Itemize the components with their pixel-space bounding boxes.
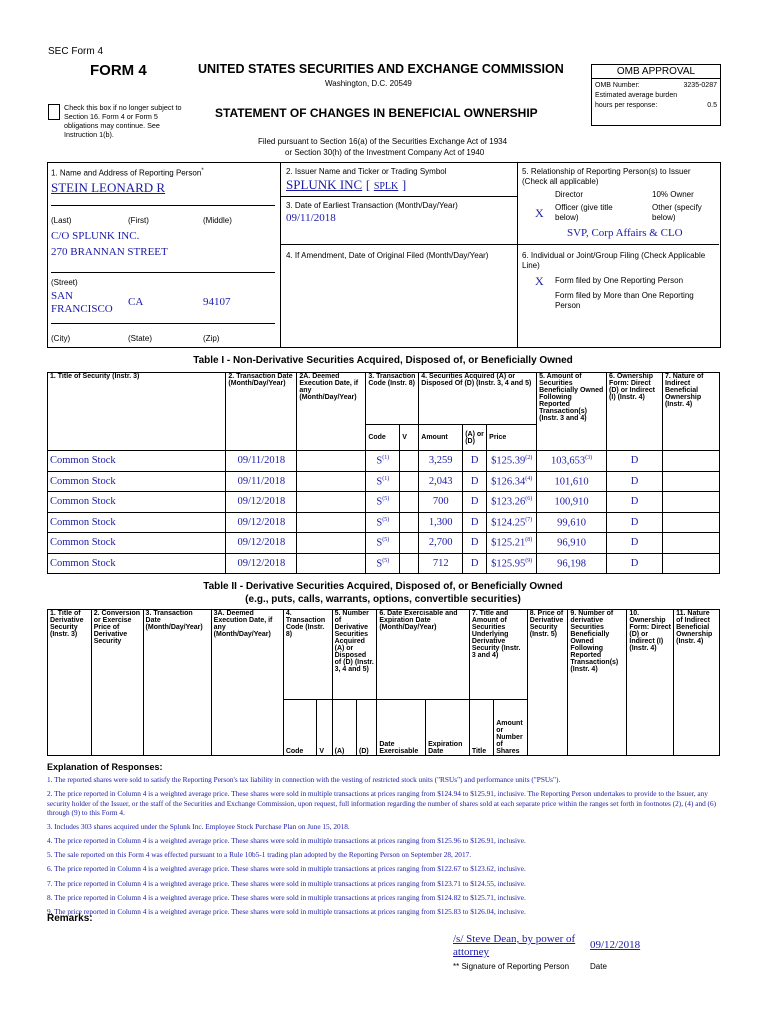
t1-amount: Amount [419, 425, 463, 451]
more-person-label: Form filed by More than One Reporting Person [555, 291, 694, 310]
omb-hours: 0.5 [707, 102, 717, 109]
row-nature [662, 553, 719, 574]
t1-v: V [400, 425, 419, 451]
row-price: $126.34$^{(4)}$ [487, 471, 537, 492]
t2-h3a: 3A. Deemed Execution Date, if any (Month/Day/Year) [211, 610, 283, 756]
row-date: 09/12/2018 [226, 553, 297, 574]
commission-title: UNITED STATES SECURITIES AND EXCHANGE COMMISSION [198, 62, 564, 76]
location: Washington, D.C. 20549 [325, 79, 412, 88]
row-amount: 700 [419, 492, 463, 513]
officer-label: Officer (give title below) [555, 203, 613, 222]
row-ad: D [463, 533, 487, 554]
state-label: (State) [128, 334, 153, 343]
explanation-note: 7. The price reported in Column 4 is a weighted average price. These shares were sold in multiple transactions at prices ranging from $123.71 to $124.55, inclusive. [47, 878, 526, 888]
city-label: (City) [51, 334, 71, 343]
row-date: 09/12/2018 [226, 492, 297, 513]
first-label: (First) [128, 216, 149, 225]
row-owned: 100,910 [537, 492, 607, 513]
row-price: $125.95$^{(9)}$ [487, 553, 537, 574]
row-nature [662, 471, 719, 492]
row-deemed [297, 512, 366, 533]
zip-label: (Zip) [203, 334, 220, 343]
box2-label: 2. Issuer Name and Ticker or Trading Symbol [286, 167, 447, 176]
box4-label: 4. If Amendment, Date of Original Filed (Month/Day/Year) [286, 251, 489, 260]
row-code: $S^{(5)}$ [366, 512, 400, 533]
omb-title: OMB APPROVAL [592, 65, 720, 79]
explanation-note: 4. The price reported in Column 4 is a weighted average price. These shares were sold in multiple transactions at prices ranging from $125.96 to $126.91, inclusive. [47, 836, 526, 846]
officer-title: SVP, Corp Affairs & CLO [567, 227, 683, 239]
row-form: D [607, 451, 663, 472]
omb-number: 3235-0287 [683, 82, 717, 89]
t2-h10: 10. Ownership Form: Direct (D) or Indirect (I) (Instr. 4) [627, 610, 674, 756]
explanation-note: 8. The price reported in Column 4 is a weighted average price. These shares were sold in multiple transactions at prices ranging from $124.82 to $125.71, inclusive. [47, 892, 526, 902]
explanation-notes [47, 775, 723, 921]
t1-h5: 5. Amount of Securities Beneficially Owned Following Reported Transaction(s) (Instr. 3 and 4) [537, 373, 607, 451]
explanation-note: 2. The price reported in Column 4 is a weighted average price. These shares were sold in multiple transactions at prices ranging from $124.94 to $125.91, inclusive. The Reporting Person undertakes to provide to the Issuer, any security holder of the Issuer, or the staff of the Securities and Exchange Commission, upon request, full information regarding the number of shares sold at each separate price within the ranges set forth in footnotes (2), (4) and (6) through (9) to this Form 4. [47, 789, 717, 818]
row-owned: 96,910 [537, 533, 607, 554]
row-code: $S^{(5)}$ [366, 492, 400, 513]
table1 [47, 372, 720, 574]
row-form: D [607, 512, 663, 533]
omb-hours-label: hours per response: [595, 102, 658, 109]
row-ad: D [463, 553, 487, 574]
table2 [47, 609, 720, 756]
date-label: Date [590, 962, 607, 971]
row-amount: 2,700 [419, 533, 463, 554]
explanation-note: 5. The sale reported on this Form 4 was effected pursuant to a Rule 10b5-1 trading plan adopted by the Reporting Person on September 28, 2017. [47, 850, 472, 860]
filed-line-2: or Section 30(h) of the Investment Company Act of 1940 [285, 148, 485, 157]
row-code: $S^{(5)}$ [366, 533, 400, 554]
box1-label: 1. Name and Address of Reporting Person* [51, 168, 204, 178]
sec-form-label: SEC Form 4 [48, 46, 104, 57]
row-title: Common Stock [48, 492, 226, 513]
row-ad: D [463, 471, 487, 492]
one-person-label: Form filed by One Reporting Person [555, 276, 684, 285]
omb-box [591, 64, 721, 126]
t1-price: Price [487, 425, 537, 451]
t2-h1: 1. Title of Derivative Security (Instr. 3) [48, 610, 92, 756]
row-owned: 96,198 [537, 553, 607, 574]
street-label: (Street) [51, 278, 78, 287]
row-deemed [297, 471, 366, 492]
row-form: D [607, 492, 663, 513]
table-row [48, 512, 720, 533]
explanation-note: 3. Includes 303 shares acquired under the Splunk Inc. Employee Stock Purchase Plan on June 15, 2018. [47, 822, 350, 832]
explanation-note: 6. The price reported in Column 4 is a weighted average price. These shares were sold in multiple transactions at prices ranging from $122.67 to $123.62, inclusive. [47, 864, 526, 874]
t2-h11: 11. Nature of Indirect Beneficial Ownership (Instr. 4) [674, 610, 720, 756]
row-title: Common Stock [48, 553, 226, 574]
row-price: $125.39$^{(2)}$ [487, 451, 537, 472]
row-v [400, 451, 419, 472]
box6-label: 6. Individual or Joint/Group Filing (Check Applicable Line) [522, 251, 706, 270]
t2-a: (A) [332, 700, 356, 756]
row-v [400, 512, 419, 533]
t2-h4: 4. Transaction Code (Instr. 8) [283, 610, 332, 700]
zip-value: 94107 [203, 296, 231, 308]
table-row [48, 492, 720, 513]
row-title: Common Stock [48, 533, 226, 554]
explanation-heading: Explanation of Responses: [47, 762, 163, 772]
earliest-transaction-date: 09/11/2018 [286, 212, 336, 224]
ten-percent-label: 10% Owner [652, 190, 694, 199]
remarks-heading: Remarks: [47, 913, 93, 924]
row-title: Common Stock [48, 512, 226, 533]
table-row [48, 533, 720, 554]
filed-line-1: Filed pursuant to Section 16(a) of the Securities Exchange Act of 1934 [258, 137, 508, 146]
t1-h7: 7. Nature of Indirect Beneficial Ownership (Instr. 4) [662, 373, 719, 451]
no-longer-subject-checkbox[interactable] [48, 104, 60, 120]
row-amount: 2,043 [419, 471, 463, 492]
explanation-note: 9. The price reported in Column 4 is a weighted average price. These shares were sold in multiple transactions at prices ranging from $125.83 to $126.04, inclusive. [47, 906, 526, 916]
row-v [400, 533, 419, 554]
row-nature [662, 512, 719, 533]
state-value: CA [128, 296, 144, 308]
row-deemed [297, 492, 366, 513]
director-label: Director [555, 190, 584, 199]
t1-h2a: 2A. Deemed Execution Date, if any (Month/Day/Year) [297, 373, 366, 451]
row-code: $S^{(1)}$ [366, 471, 400, 492]
last-label: (Last) [51, 216, 72, 225]
row-owned: 99,610 [537, 512, 607, 533]
t2-h9: 9. Number of derivative Securities Beneficially Owned Following Reported Transaction(s) (Instr. 4) [568, 610, 627, 756]
t2-d: (D) [357, 700, 377, 756]
t2-h8: 8. Price of Derivative Security (Instr. 5) [527, 610, 568, 756]
row-v [400, 553, 419, 574]
omb-burden-label: Estimated average burden [595, 92, 678, 99]
t2-h2: 2. Conversion or Exercise Price of Derivative Security [91, 610, 143, 756]
t1-h6: 6. Ownership Form: Direct (D) or Indirect (I) (Instr. 4) [607, 373, 663, 451]
row-amount: 712 [419, 553, 463, 574]
t2-h7: 7. Title and Amount of Securities Underlying Derivative Security (Instr. 3 and 4) [469, 610, 527, 700]
row-deemed [297, 533, 366, 554]
explanation-note: 1. The reported shares were sold to satisfy the Reporting Person's tax liability in connection with the vesting of restricted stock units ("RSUs") and performance units ("PSUs"). [47, 775, 561, 784]
checkbox-text: Check this box if no longer subject to Section 16. Form 4 or Form 5 obligations may continue. See Instruction 1(b). [64, 103, 182, 139]
row-form: D [607, 553, 663, 574]
statement-title: STATEMENT OF CHANGES IN BENEFICIAL OWNERSHIP [215, 106, 538, 120]
t1-h3: 3. Transaction Code (Instr. 8) [366, 373, 419, 425]
row-v [400, 492, 419, 513]
address-line-2: 270 BRANNAN STREET [51, 246, 168, 258]
row-ad: D [463, 512, 487, 533]
row-title: Common Stock [48, 451, 226, 472]
row-code: $S^{(1)}$ [366, 451, 400, 472]
t2-v: V [317, 700, 332, 756]
t2-date-ex: Date Exercisable [377, 700, 426, 756]
t1-code: Code [366, 425, 400, 451]
one-person-check[interactable]: X [535, 274, 544, 288]
row-title: Common Stock [48, 471, 226, 492]
officer-check[interactable]: X [535, 206, 544, 220]
table1-title: Table I - Non-Derivative Securities Acquired, Disposed of, or Beneficially Owned [193, 355, 573, 366]
row-form: D [607, 471, 663, 492]
row-deemed [297, 553, 366, 574]
row-date: 09/11/2018 [226, 471, 297, 492]
table-row [48, 471, 720, 492]
row-price: $123.26$^{(6)}$ [487, 492, 537, 513]
row-deemed [297, 451, 366, 472]
t1-h2: 2. Transaction Date (Month/Day/Year) [226, 373, 297, 451]
row-price: $124.25$^{(7)}$ [487, 512, 537, 533]
row-date: 09/11/2018 [226, 451, 297, 472]
row-code: $S^{(5)}$ [366, 553, 400, 574]
omb-number-label: OMB Number: [595, 82, 640, 89]
row-owned: 103,653$^{(3)}$ [537, 451, 607, 472]
t2-h6: 6. Date Exercisable and Expiration Date (Month/Day/Year) [377, 610, 470, 700]
table2-title: Table II - Derivative Securities Acquired, Disposed of, or Beneficially Owned (e.g., puts, calls, warrants, options, convertible securities) [203, 581, 563, 605]
table-row [48, 553, 720, 574]
row-nature [662, 492, 719, 513]
row-nature [662, 533, 719, 554]
row-ad: D [463, 451, 487, 472]
row-v [400, 471, 419, 492]
t1-h4: 4. Securities Acquired (A) or Disposed Of (D) (Instr. 3, 4 and 5) [419, 373, 537, 425]
row-form: D [607, 533, 663, 554]
issuer-name[interactable]: SPLUNK INC [286, 177, 363, 192]
middle-label: (Middle) [203, 216, 232, 225]
issuer-line: SPLUNK INC [ SPLK ] [286, 177, 407, 192]
row-price: $125.21$^{(8)}$ [487, 533, 537, 554]
city-value: SAN FRANCISCO [51, 290, 113, 315]
row-nature [662, 451, 719, 472]
t2-code: Code [283, 700, 317, 756]
row-amount: 3,259 [419, 451, 463, 472]
row-owned: 101,610 [537, 471, 607, 492]
signature-date: 09/12/2018 [590, 939, 641, 951]
box3-label: 3. Date of Earliest Transaction (Month/Day/Year) [286, 201, 458, 210]
ticker-symbol[interactable]: SPLK [373, 181, 399, 192]
t2-exp: Expiration Date [426, 700, 470, 756]
t2-h5: 5. Number of Derivative Securities Acquired (A) or Disposed of (D) (Instr. 3, 4 and 5) [332, 610, 377, 700]
t2-amount-shares: Amount or Number of Shares [494, 700, 528, 756]
t2-h3: 3. Transaction Date (Month/Day/Year) [143, 610, 211, 756]
form-title: FORM 4 [90, 62, 147, 79]
t1-h1: 1. Title of Security (Instr. 3) [48, 373, 226, 451]
row-date: 09/12/2018 [226, 533, 297, 554]
t2-title: Title [469, 700, 493, 756]
signature-label: ** Signature of Reporting Person [453, 962, 570, 971]
signature-link[interactable]: /s/ Steve Dean, by power of attorney [453, 933, 576, 958]
table-row [48, 451, 720, 472]
other-label: Other (specify below) [652, 203, 702, 222]
address-line-1: C/O SPLUNK INC. [51, 230, 140, 242]
row-ad: D [463, 492, 487, 513]
row-amount: 1,300 [419, 512, 463, 533]
reporting-person-name[interactable]: STEIN LEONARD R [51, 180, 166, 195]
t1-aord: (A) or (D) [463, 425, 487, 451]
box5-label: 5. Relationship of Reporting Person(s) to Issuer (Check all applicable) [522, 167, 691, 186]
row-date: 09/12/2018 [226, 512, 297, 533]
